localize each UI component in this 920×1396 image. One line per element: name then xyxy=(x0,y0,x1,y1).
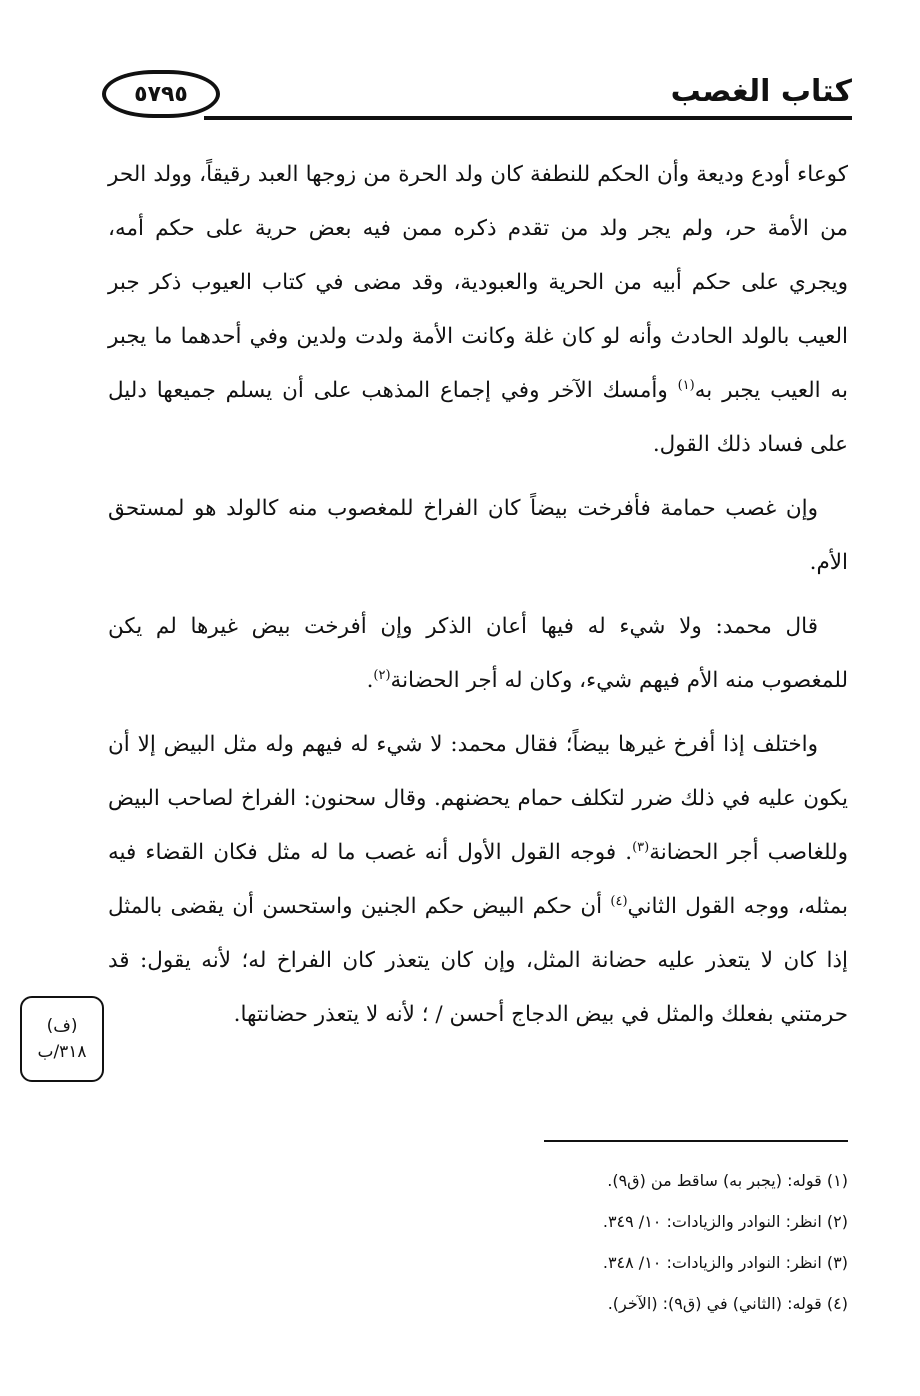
paragraph-text: . xyxy=(366,668,374,693)
paragraph-text: كوعاء أودع وديعة وأن الحكم للنطفة كان ولد الحرة من زوجها العبد رقيقاً، وولد الحر من الأمة حر، ولم يجر ولد من تقدم ذكره ممن فيه بعض حرية على حكم أمه، ويجري على حكم أبيه من الحرية والعبودية، وقد مضى في كتاب العيوب ذكر جبر العيب بالولد الحادث وأنه لو كان غلة وكانت الأمة ولدت ولدين وفي أحدهما ما يجبر به العيب يجبر به xyxy=(108,162,848,403)
paragraph-text: وإن غصب حمامة فأفرخت بيضاً كان الفراخ للمغصوب منه كالولد هو لمستحق الأم. xyxy=(108,496,848,575)
page-number-badge xyxy=(102,70,220,118)
chapter-title: كتاب الغصب xyxy=(670,74,852,109)
page-header xyxy=(100,60,852,122)
footnote: (٣) انظر: النوادر والزيادات: ١٠/ ٣٤٨. xyxy=(602,1253,848,1272)
footnote-ref[interactable]: (٤) xyxy=(610,893,628,909)
margin-note-folio: ٣١٨/ب xyxy=(37,1042,87,1062)
footnote: (٤) قوله: (الثاني) في (ق٩): (الآخر). xyxy=(607,1294,848,1313)
paragraph xyxy=(108,148,848,472)
footnote: (٢) انظر: النوادر والزيادات: ١٠/ ٣٤٩. xyxy=(602,1212,848,1231)
footnote-ref[interactable]: (٢) xyxy=(373,667,391,683)
paragraph-text: وأمسك الآخر وفي إجماع المذهب على أن يسلم جميعها دليل على فساد ذلك القول. xyxy=(108,378,848,457)
footnote: (١) قوله: (يجبر به) ساقط من (ق٩). xyxy=(607,1171,848,1190)
footnote-divider xyxy=(544,1140,848,1142)
paragraph xyxy=(108,718,848,1042)
paragraph-text: واختلف إذا أفرخ غيرها بيضاً؛ فقال محمد: لا شيء له فيهم وله مثل البيض إلا أن يكون عليه في ذلك ضرر لتكلف حمام يحضنهم. وقال سحنون: الفراخ لصاحب البيض وللغاصب أجر الحضانة xyxy=(108,732,849,865)
margin-note-source: (ف) xyxy=(46,1016,78,1036)
page-number: ٥٧٩٥ xyxy=(134,81,188,107)
paragraph-text: . فوجه القول الأول أنه غصب ما له مثل فكان القضاء فيه بمثله، ووجه القول الثاني xyxy=(108,840,848,919)
footnotes xyxy=(108,1160,848,1324)
paragraph-text: أن حكم البيض حكم الجنين واستحسن أن يقضى بالمثل إذا كان لا يتعذر عليه حضانة المثل، وإن كان يتعذر كان الفراخ له؛ لأنه يقول: قد حرمتني بفعلك والمثل في بيض الدجاج أحسن / ؛ لأنه لا يتعذر حضانتها. xyxy=(108,894,848,1027)
manuscript-margin-note xyxy=(20,996,104,1082)
footnote-ref[interactable]: (٣) xyxy=(632,839,650,855)
paragraph-text: قال محمد: ولا شيء له فيها أعان الذكر وإن أفرخت بيض غيرها لم يكن للمغصوب منه الأم فيهم شيء، وكان له أجر الحضانة xyxy=(108,614,848,693)
header-rule xyxy=(204,116,852,120)
paragraph xyxy=(108,482,848,590)
footnote-ref[interactable]: (١) xyxy=(677,377,695,393)
paragraph xyxy=(108,600,848,708)
body-text xyxy=(108,148,848,1052)
